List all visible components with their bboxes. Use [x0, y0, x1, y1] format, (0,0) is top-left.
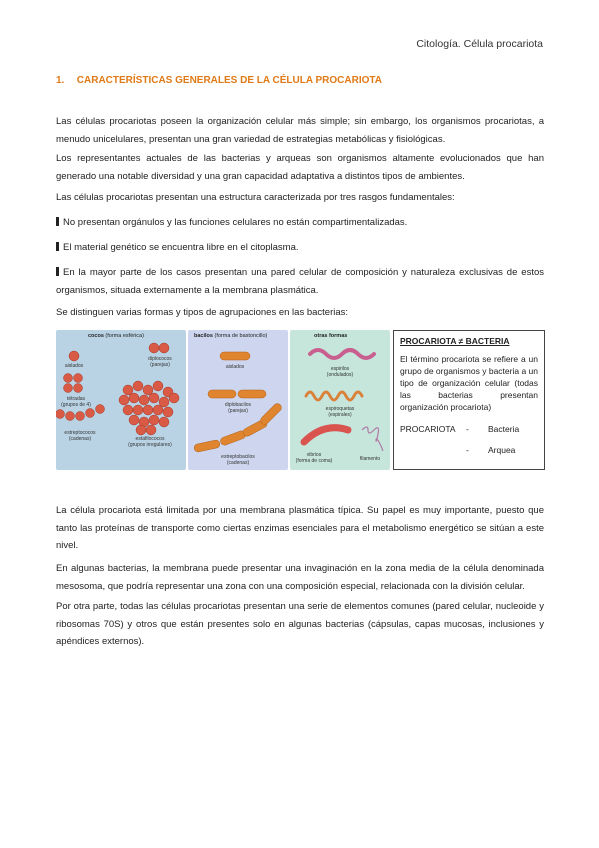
cocos-title: cocos (forma esférica)	[88, 333, 144, 339]
box-body: El término procariota se refiere a un grupo de organismos y bacteria a un tipo de organización celular (todas las bacterias presentan organización procariota)	[400, 354, 538, 412]
cocos-panel	[56, 330, 186, 470]
bullet-text: No presentan orgánulos y las funciones celulares no están compartimentalizadas.	[63, 217, 408, 228]
paragraph-3: Las células procariotas presentan una estructura caracterizada por tres rasgos fundamentales:	[56, 192, 455, 203]
label-espiroquetas: espiroquetas (espirales)	[325, 406, 355, 418]
box-row-2	[400, 444, 538, 456]
section-number: 1.	[56, 75, 65, 86]
procariota-bacteria-box	[393, 330, 545, 470]
bullet-mark	[56, 242, 59, 251]
bullet-item-1	[56, 214, 544, 232]
label-filamento: filamento	[359, 456, 381, 462]
otras-formas-title: otras formas	[314, 333, 348, 339]
box-title: PROCARIOTA ≠ BACTERIA	[400, 336, 510, 346]
box-row-2-value: Arquea	[488, 445, 516, 455]
bullet-mark	[56, 267, 59, 276]
bullet-mark	[56, 217, 59, 226]
box-row-1-value: Bacteria	[488, 424, 520, 434]
label-diplococos: diplococos (parejas)	[148, 356, 172, 368]
paragraph-1: Las células procariotas poseen la organización celular más simple; sin embargo, los organismos procariotas, a menudo unicelulares, presentan una gran variedad de estrategias metabólicas y fisiológicas.	[56, 116, 544, 145]
label-espirilos: espirilos (ondulados)	[326, 366, 354, 378]
label-estreptobacilos: estreptobacilos (cadenas)	[221, 454, 255, 466]
label-aislados-cocos: aislados	[64, 363, 84, 369]
bacilos-title: bacilos (forma de bastoncillo)	[194, 333, 268, 339]
box-row-1-dash: -	[466, 424, 469, 434]
label-aislados-bacilos: aislados	[225, 364, 245, 370]
otras-formas-panel	[290, 330, 390, 470]
label-vibrios: vibrios (forma de coma)	[295, 452, 333, 464]
bacilos-panel	[188, 330, 288, 470]
bullet-item-2	[56, 239, 544, 257]
bullet-item-3	[56, 264, 544, 299]
label-tetradas: tétradas (grupos de 4)	[61, 396, 91, 408]
bullet-text: En la mayor parte de los casos presentan una pared celular de composición y naturaleza exclusivas de estos organismos, situada externamente a la membrana plasmática.	[56, 267, 544, 296]
paragraph-6: En algunas bacterias, la membrana puede presentar una invaginación en la zona media de la célula denominada mesosoma, que podría representar una zona con una composición especial, relacionada con la división celular.	[56, 563, 544, 592]
section-title: CARACTERÍSTICAS GENERALES DE LA CÉLULA PROCARIOTA	[76, 75, 382, 86]
otras-formas-illustration	[290, 330, 390, 470]
box-row-1-label: PROCARIOTA	[400, 424, 456, 434]
page-header: Citología. Célula procariota	[416, 38, 543, 50]
bacilos-illustration	[188, 330, 288, 470]
box-row-1	[400, 423, 538, 435]
paragraph-7: Por otra parte, todas las células procariotas presentan una serie de elementos comunes (pared celular, nucleoide y ribosomas 70S) y otros que están presentes solo en algunas bacterias (cápsulas, capas mucosas, inclusiones y apéndices externos).	[56, 601, 544, 647]
paragraph-4: Se distinguen varias formas y tipos de agrupaciones en las bacterias:	[56, 307, 349, 318]
section-heading	[56, 75, 382, 86]
box-row-2-dash: -	[466, 445, 469, 455]
bullet-text: El material genético se encuentra libre en el citoplasma.	[63, 242, 299, 253]
paragraph-2: Los representantes actuales de las bacterias y arqueas son organismos altamente evolucionados que han generado una notable diversidad y una gran capacidad adaptativa a distintos tipos de ambientes.	[56, 153, 544, 182]
paragraph-5: La célula procariota está limitada por una membrana plasmática típica. Su papel es muy importante, puesto que tanto las proteínas de transporte como ciertas enzimas esenciales para el metabolismo energético se sitúan a este nivel.	[56, 505, 544, 551]
bacteria-shapes-figure	[56, 330, 390, 470]
label-estafilococos: estafilococos (grupos irregulares)	[128, 436, 172, 448]
label-estreptococos: estreptococos (cadenas)	[64, 430, 96, 442]
label-diplobacilos: diplobacilos (parejas)	[224, 402, 252, 414]
